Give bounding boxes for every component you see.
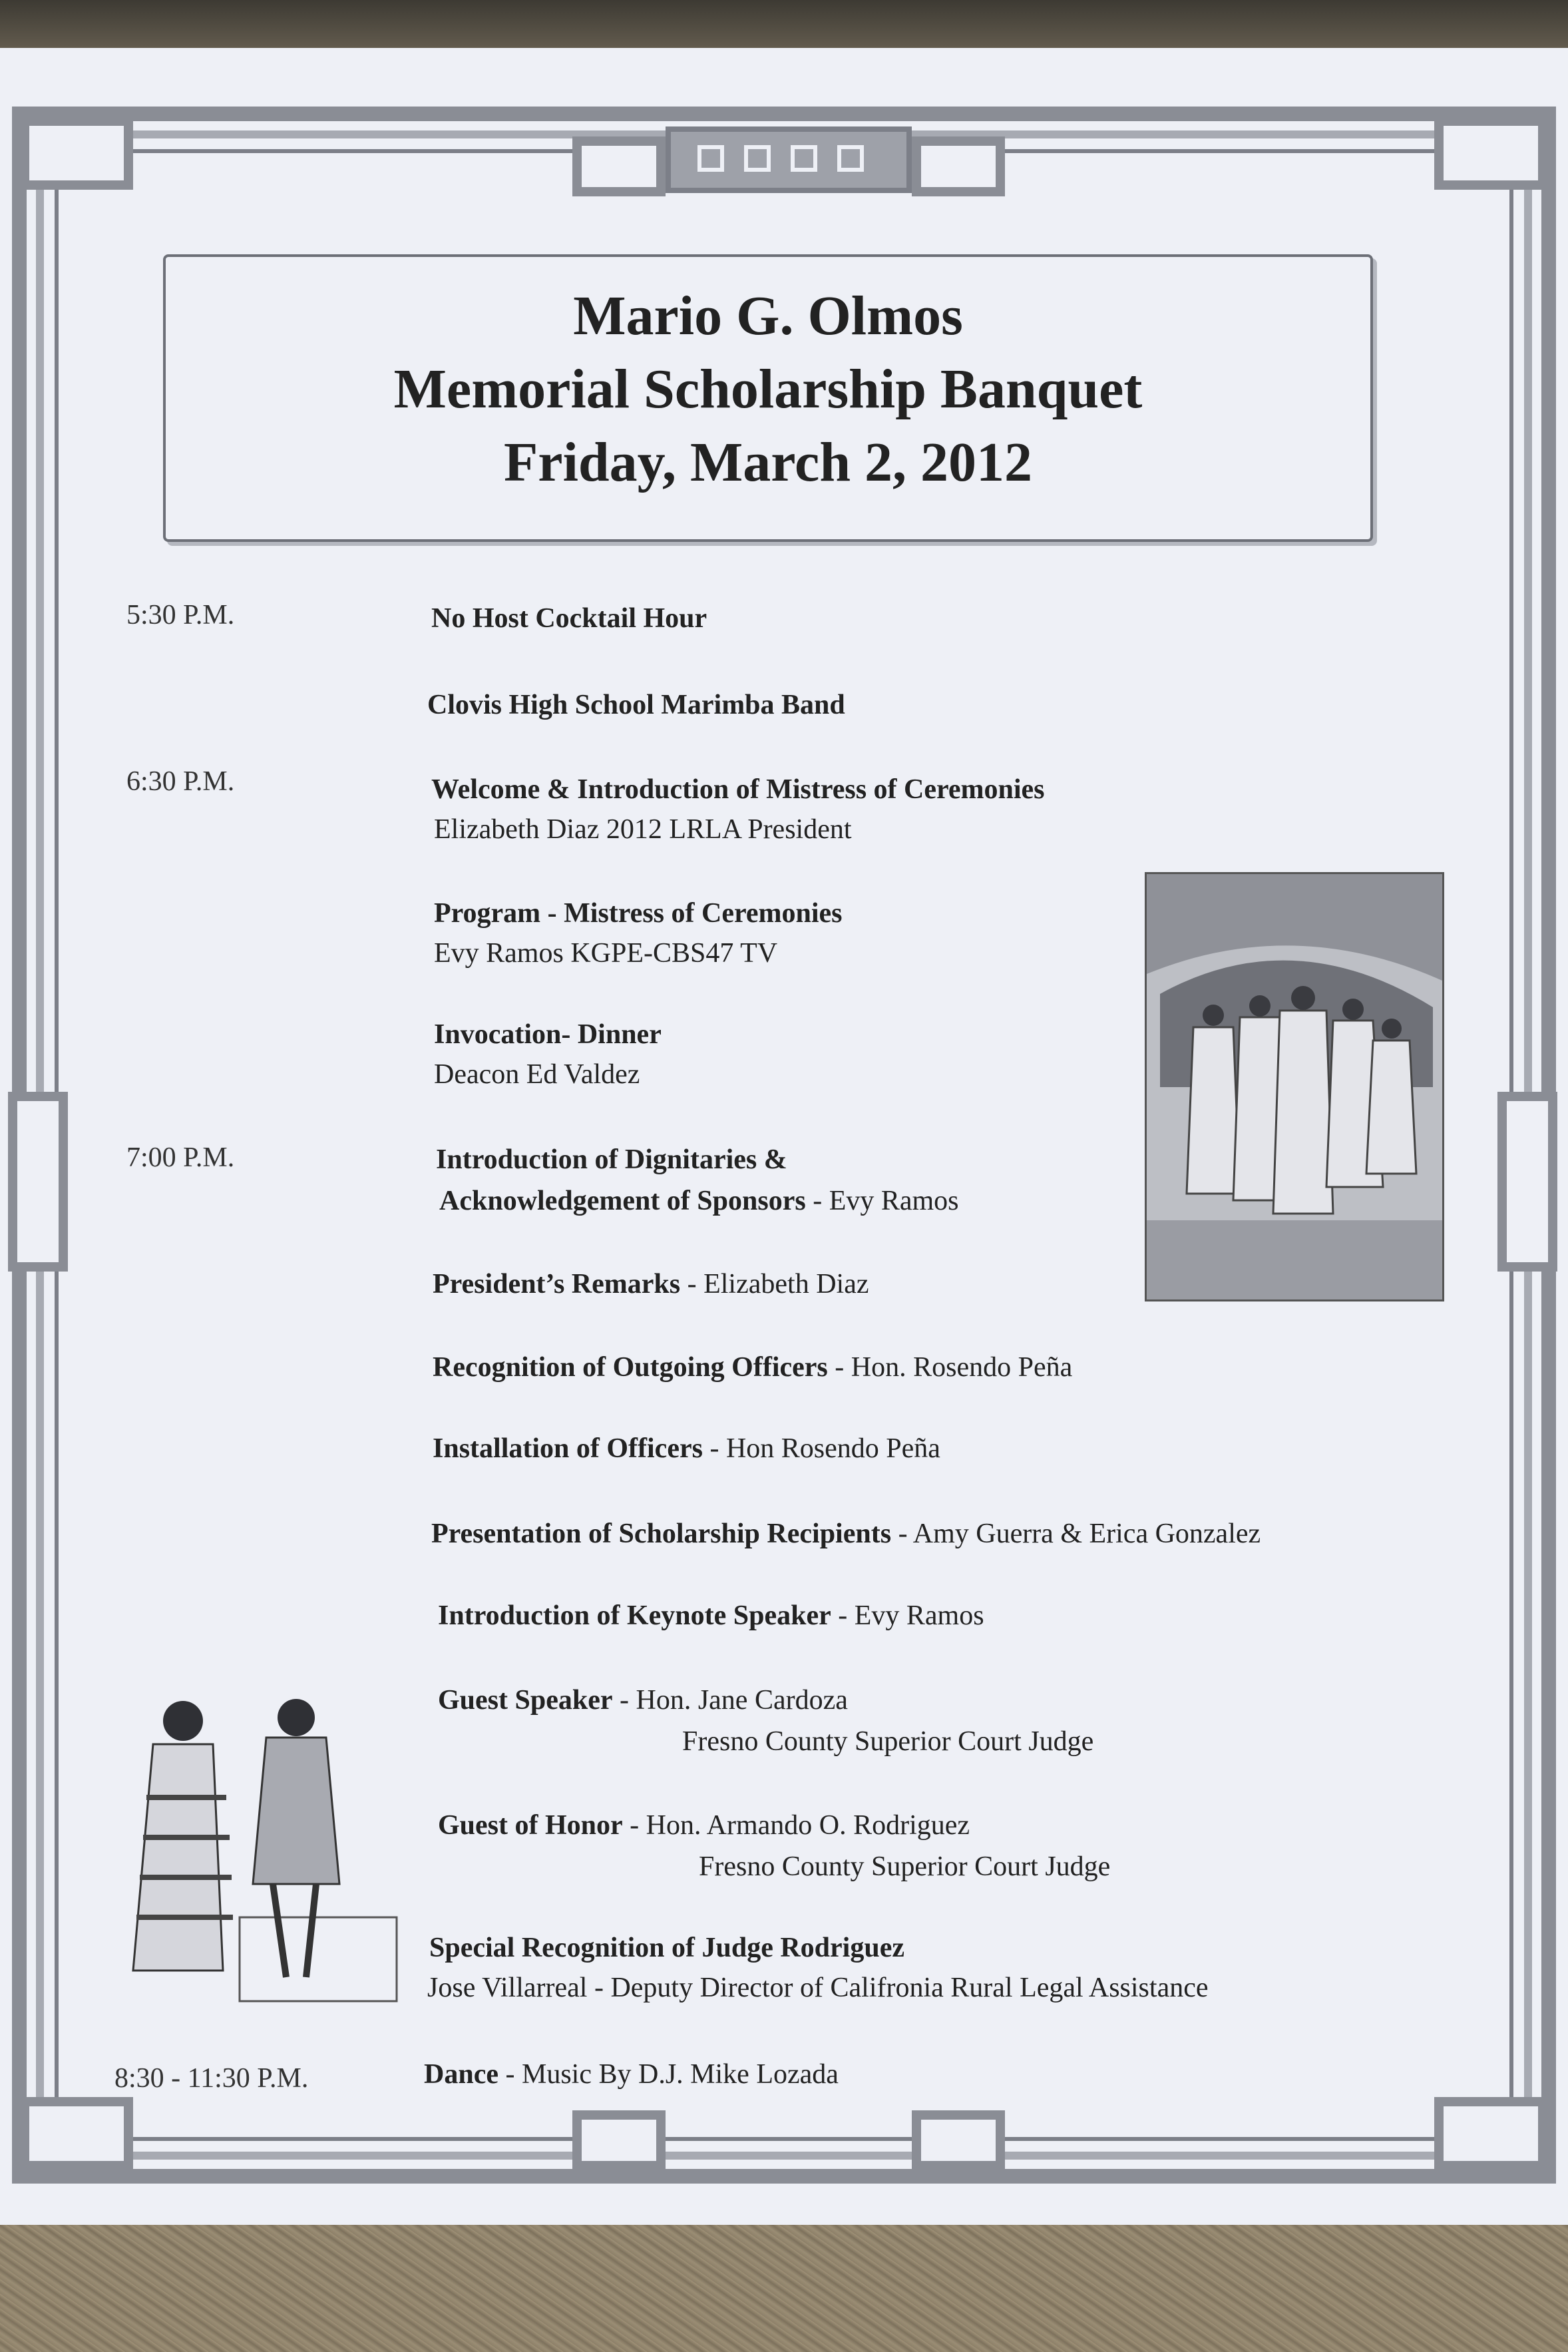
item-guest-of-honor-role: Fresno County Superior Court Judge	[699, 1851, 1111, 1882]
time-530: 5:30 P.M.	[126, 600, 235, 630]
item-welcome: Welcome & Introduction of Mistress of Ceremonies	[431, 774, 1045, 805]
item-guest-speaker-role: Fresno County Superior Court Judge	[682, 1726, 1094, 1757]
item-marimba-band: Clovis High School Marimba Band	[427, 690, 845, 720]
item-guest-speaker-detail: - Hon. Jane Cardoza	[612, 1685, 848, 1716]
item-dance-title: Dance	[424, 2059, 498, 2090]
item-installation-detail: - Hon Rosendo Peña	[702, 1433, 940, 1464]
item-president-remarks	[433, 1268, 869, 1300]
item-sponsors-detail: - Evy Ramos	[805, 1186, 959, 1216]
item-guest-of-honor-title: Guest of Honor	[438, 1810, 623, 1841]
item-keynote-intro	[438, 1600, 984, 1632]
item-outgoing-officers-title: Recognition of Outgoing Officers	[433, 1352, 828, 1383]
item-installation-title: Installation of Officers	[433, 1433, 703, 1464]
item-guest-of-honor-detail: - Hon. Armando O. Rodriguez	[622, 1810, 970, 1841]
corner-ornament-bottom-right	[1434, 2097, 1547, 2170]
item-outgoing-officers-detail: - Hon. Rosendo Peña	[827, 1352, 1073, 1383]
item-scholarship-recipients-title: Presentation of Scholarship Recipients	[431, 1519, 892, 1549]
item-scholarship-recipients	[431, 1518, 1261, 1550]
illustration-couple	[106, 1684, 399, 2004]
side-ornament-right	[1497, 1092, 1557, 1272]
bottom-ornament-right	[912, 2110, 1005, 2170]
item-dignitaries: Introduction of Dignitaries &	[436, 1144, 787, 1175]
item-sponsors	[439, 1185, 959, 1217]
side-ornament-left	[8, 1092, 68, 1272]
item-program-mc: Program - Mistress of Ceremonies	[434, 898, 843, 929]
item-president-remarks-title: President’s Remarks	[433, 1269, 681, 1299]
item-special-recognition: Special Recognition of Judge Rodriguez	[429, 1933, 904, 1963]
item-special-recognition-detail: Jose Villarreal - Deputy Director of Califronia Rural Legal Assistance	[427, 1973, 1209, 2003]
time-830: 8:30 - 11:30 P.M.	[114, 2063, 309, 2094]
time-630: 6:30 P.M.	[126, 766, 235, 797]
corner-ornament-bottom-left	[20, 2097, 133, 2170]
corner-ornament-top-left	[20, 117, 133, 190]
event-honoree: Mario G. Olmos	[573, 285, 963, 347]
item-installation	[433, 1433, 940, 1465]
time-700: 7:00 P.M.	[126, 1142, 235, 1173]
item-invocation-detail: Deacon Ed Valdez	[434, 1059, 640, 1090]
corner-ornament-top-right	[1434, 117, 1547, 190]
event-name: Memorial Scholarship Banquet	[393, 358, 1143, 420]
item-scholarship-recipients-detail: - Amy Guerra & Erica Gonzalez	[891, 1519, 1261, 1549]
item-keynote-intro-title: Introduction of Keynote Speaker	[438, 1600, 831, 1631]
top-ornament-right	[912, 136, 1005, 196]
illustration-group-portrait	[1145, 872, 1444, 1301]
item-guest-of-honor	[438, 1809, 970, 1841]
item-program-mc-detail: Evy Ramos KGPE-CBS47 TV	[434, 938, 778, 969]
item-keynote-intro-detail: - Evy Ramos	[831, 1600, 984, 1631]
item-guest-speaker	[438, 1684, 848, 1716]
item-cocktail-hour: No Host Cocktail Hour	[431, 603, 707, 634]
item-sponsors-title: Acknowledgement of Sponsors	[439, 1186, 806, 1216]
event-date: Friday, March 2, 2012	[503, 431, 1033, 493]
item-invocation: Invocation- Dinner	[434, 1019, 662, 1050]
item-dance-detail: - Music By D.J. Mike Lozada	[498, 2059, 839, 2090]
item-president-remarks-detail: - Elizabeth Diaz	[680, 1269, 869, 1299]
item-dance	[424, 2058, 839, 2090]
title-box	[163, 254, 1373, 542]
item-guest-speaker-title: Guest Speaker	[438, 1685, 613, 1716]
item-outgoing-officers	[433, 1351, 1072, 1383]
top-center-emblem	[666, 126, 912, 193]
background-surface-bottom	[0, 2217, 1568, 2352]
top-ornament-left	[572, 136, 666, 196]
bottom-ornament-left	[572, 2110, 666, 2170]
item-welcome-detail: Elizabeth Diaz 2012 LRLA President	[434, 814, 852, 845]
